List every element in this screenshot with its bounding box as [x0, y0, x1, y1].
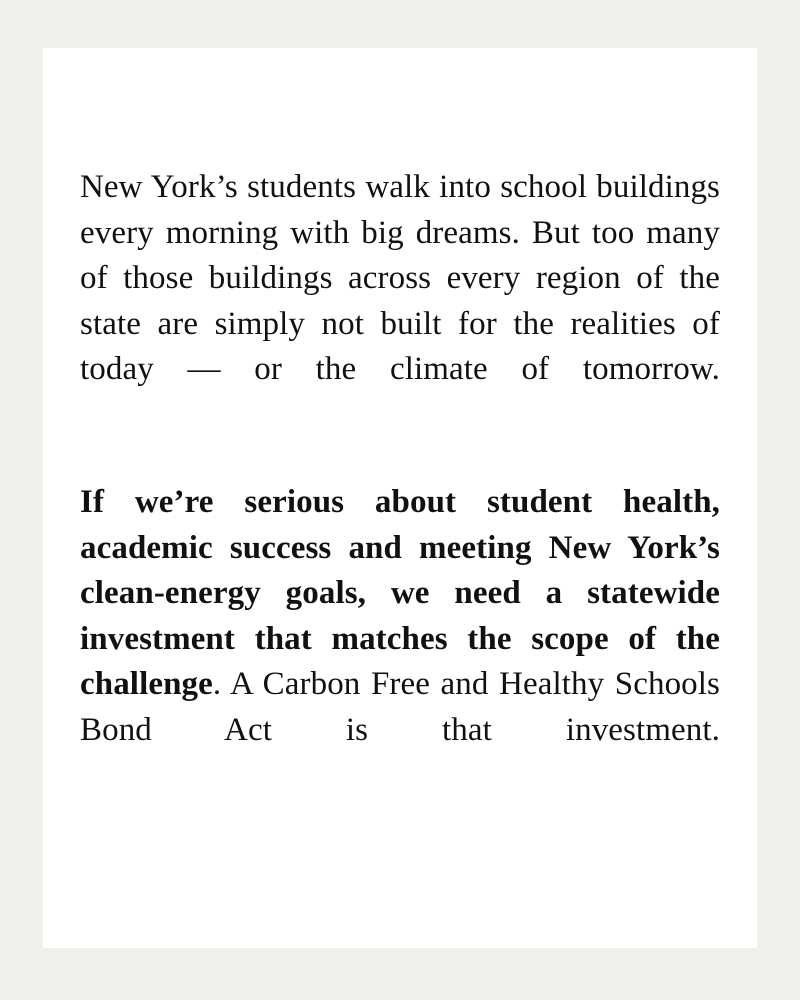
paragraph-regular-run: . A Carbon Free and Healthy Schools Bond Act is that investment. [80, 666, 720, 748]
content-card [43, 48, 757, 948]
paragraph-intro: New York’s students walk into school buildings every morning with big dreams. But too many of those buildings across every region of the state are simply not built for the realities of today — or the climate of tomorrow. [80, 169, 720, 387]
text-column [80, 165, 720, 799]
paragraph-bold-run: If we’re serious about student health, academic success and meeting New York’s clean-energy goals, we need a statewide investment that matches the scope of the challenge [80, 484, 720, 702]
paragraph-call-to-action [80, 480, 720, 799]
